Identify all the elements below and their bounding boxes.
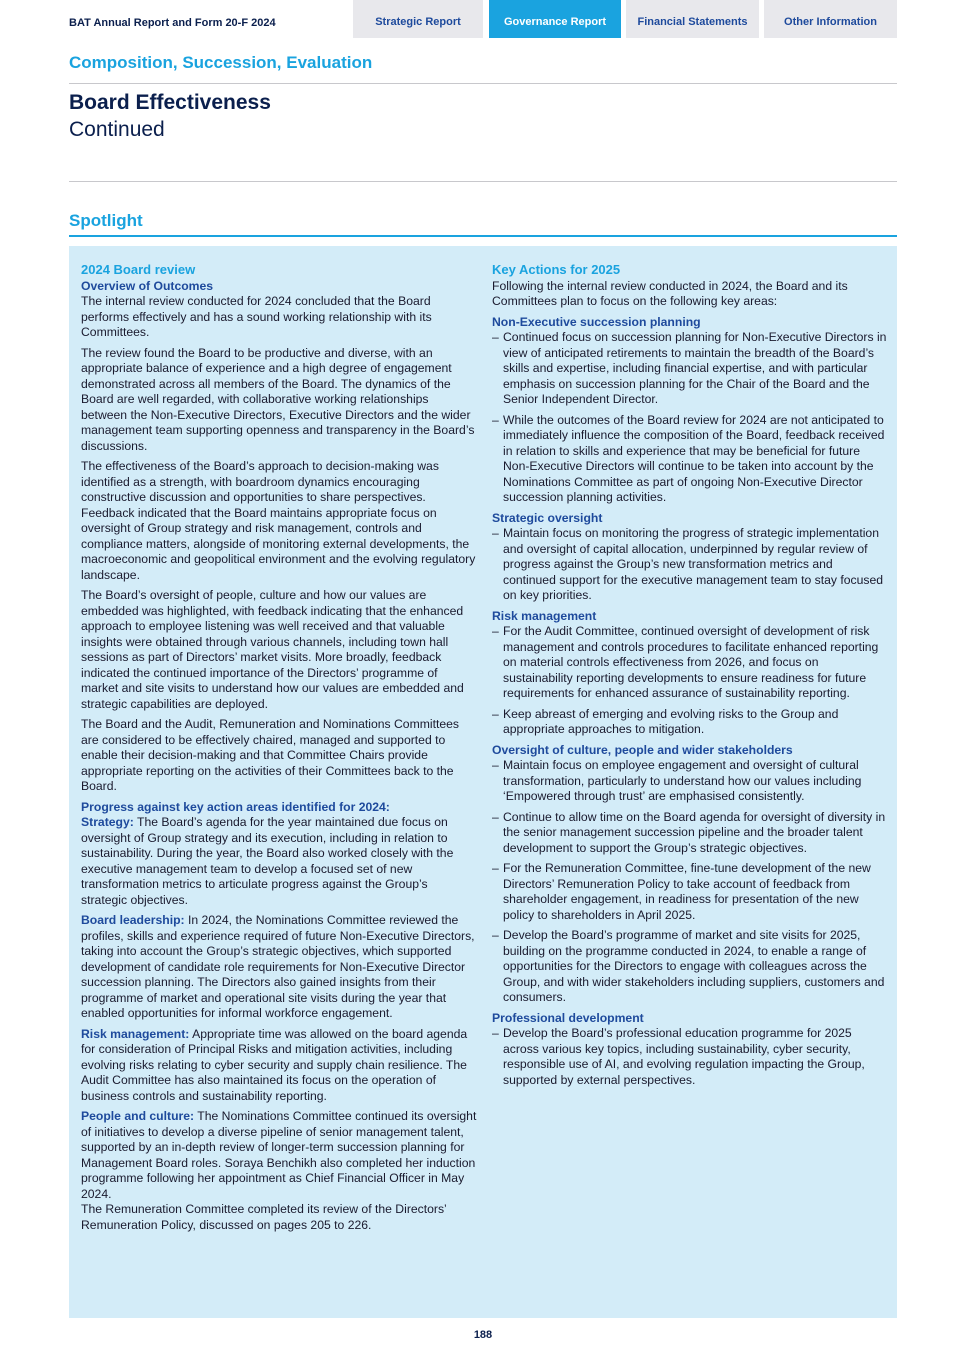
key-actions-heading: Key Actions for 2025 bbox=[492, 262, 621, 277]
paragraph: The Remuneration Committee completed its review of the Directors’ Remuneration Policy, discussed on pages 205 to 226. bbox=[81, 1202, 447, 1232]
divider bbox=[69, 83, 897, 84]
section-heading: Professional development bbox=[492, 1010, 644, 1025]
list-item: – For the Remuneration Committee, fine-tune development of the new Directors’ Remuneration Policy to take account of feedback from shareholder engagement, in readiness for presentation of the new policy to shareholders in April 2025. bbox=[492, 861, 871, 922]
strategy-paragraph bbox=[81, 815, 477, 908]
page-title: Board Effectiveness bbox=[69, 91, 271, 114]
board-review-column bbox=[81, 262, 477, 1238]
overview-heading: Overview of Outcomes bbox=[81, 278, 214, 293]
paragraph: The internal review conducted for 2024 concluded that the Board performs effectively and has a sound working relationship with its Committees. bbox=[81, 294, 432, 339]
tab-strategic-report[interactable]: Strategic Report bbox=[353, 0, 483, 38]
risk-lead: Risk management: bbox=[81, 1026, 190, 1041]
list-item: – Continued focus on succession planning for Non-Executive Directors in view of anticipated retirements to maintain the breadth of the Board’s skills and expertise, including financial expertise, and with particular emphasis on succession planning for the Chair of the Board and the Senior Independent Director. bbox=[492, 330, 887, 406]
paragraph: The Board’s oversight of people, culture and how our values are embedded was highlighted, with feedback indicating that the enhanced approach to employee listening was well received and that valuable insights were obtained through various channels, including town hall sessions as part of Directors’ market visits. More broadly, feedback indicated the continued importance of the Directors’ programme of market and site visits to understand how our values are embedded and strategic capabilities are deployed. bbox=[81, 588, 464, 711]
people-text: The Nominations Committee continued its oversight of initiatives to develop a diverse pipeline of senior management talent, supported by an in-depth review of longer-term succession planning for Management Board roles. Soraya Benchikh also completed her induction programme following her appointment as Chief Financial Officer in May 2024. bbox=[81, 1109, 477, 1201]
list-item: – Maintain focus on employee engagement and oversight of cultural transformation, particularly to understand how our values including ‘Empowered through trust’ are emphasised consistently. bbox=[492, 758, 862, 803]
list-item: – Develop the Board’s professional education programme for 2025 across various key topics, including sustainability, cyber security, responsible use of AI, and evolving regulation impacting the Group, supported by external perspectives. bbox=[492, 1026, 865, 1087]
list-item: – While the outcomes of the Board review for 2024 are not anticipated to immediately influence the composition of the Board, feedback received in relation to skills and experience that may be beneficial for future Non-Executive Directors will continue to be taken into account by the Nominations Committee as part of ongoing Non-Executive Director succession planning activities. bbox=[492, 412, 885, 504]
leadership-paragraph bbox=[81, 913, 477, 1022]
section-heading: Non-Executive succession planning bbox=[492, 314, 701, 329]
strategy-lead: Strategy: bbox=[81, 815, 134, 829]
progress-heading: Progress against key action areas identified for 2024: bbox=[81, 799, 390, 814]
key-actions-column bbox=[492, 262, 888, 1093]
list-item: – Develop the Board’s programme of market and site visits for 2025, building on the programme conducted in 2024, to enable a range of opportunities for the Directors to engage with colleagues across the Group, and with wider stakeholders including suppliers, customers and consumers. bbox=[492, 928, 885, 1004]
board-review-heading: 2024 Board review bbox=[81, 262, 196, 277]
leadership-text: In 2024, the Nominations Committee reviewed the profiles, skills and experience required of future Non-Executive Directors, taking into account the Group’s strategic objectives, which supported development of candidate role requirements for Non-Executive Director succession planning. The Directors also gained insights from their programme of market and operational site visits during the year that enabled opportunities for informal workforce engagement. bbox=[81, 913, 475, 1020]
divider bbox=[69, 181, 897, 182]
list-item: – Maintain focus on monitoring the progress of strategic implementation and oversight of capital allocation, underpinned by regular review of progress against the Group’s new transformation metrics and continued support for the executive management team to stay focused on key priorities. bbox=[492, 526, 884, 602]
tab-governance-report[interactable]: Governance Report bbox=[489, 0, 621, 38]
report-title: BAT Annual Report and Form 20-F 2024 bbox=[69, 17, 276, 29]
section-heading: Strategic oversight bbox=[492, 510, 603, 525]
section-title: Composition, Succession, Evaluation bbox=[69, 53, 373, 72]
top-navigation bbox=[0, 0, 966, 38]
spotlight-title: Spotlight bbox=[69, 211, 143, 230]
leadership-lead: Board leadership: bbox=[81, 913, 185, 927]
tab-financial-statements[interactable]: Financial Statements bbox=[626, 0, 759, 38]
section-heading: Oversight of culture, people and wider stakeholders bbox=[492, 742, 793, 757]
spotlight-rule bbox=[69, 235, 897, 237]
risk-paragraph bbox=[81, 1027, 477, 1105]
people-lead: People and culture: bbox=[81, 1109, 195, 1123]
paragraph: The review found the Board to be productive and diverse, with an appropriate balance of experience and a high degree of engagement demonstrated across all members of the Board. The dynamics of the Board are well regarded, with collaborative working relationships between the Non-Executive Directors, Executive Directors and the wider management team supporting openness and transparency in the Board’s discussions. bbox=[81, 345, 475, 453]
key-actions-intro: Following the internal review conducted in 2024, the Board and its Committees plan to focus on the following key areas: bbox=[492, 278, 848, 308]
paragraph: The effectiveness of the Board’s approach to decision-making was identified as a strength, with boardroom dynamics encouraging constructive discussion and opportunities to share perspectives. Feedback indicated that the Board maintains appropriate focus on oversight of Group strategy and risk management, controls and compliance matters, alongside of monitoring external developments, the macroeconomic and geopolitical environment and the evolving regulatory landscape. bbox=[81, 459, 476, 582]
tab-other-information[interactable]: Other Information bbox=[764, 0, 897, 38]
list-item: – For the Audit Committee, continued oversight of development of risk management and controls procedures to facilitate enhanced reporting on material controls effectiveness from 2026, and focus on sustainability reporting developments to ensure readiness for future requirements for enhanced assurance of sustainability reporting. bbox=[492, 624, 879, 700]
risk-text: Appropriate time was allowed on the board agenda for consideration of Principal Risks and mitigation activities, including evolving risks relating to cyber security and supply chain resilience. The Audit Committee has also maintained its focus on the operation of business controls and sustainability reporting. bbox=[81, 1026, 468, 1103]
paragraph: The Board and the Audit, Remuneration and Nominations Committees are considered to be effectively chaired, managed and supported to enable their decision-making and that Committee Chairs provide appropriate reporting on the activities of their Committees back to the Board. bbox=[81, 717, 460, 793]
page-number: 188 bbox=[473, 1329, 493, 1341]
list-item: – Continue to allow time on the Board agenda for oversight of diversity in the senior management succession pipeline and the broader talent development to support the Group’s strategic objectives. bbox=[492, 809, 886, 855]
page-subtitle: Continued bbox=[69, 118, 165, 141]
strategy-text: The Board’s agenda for the year maintained due focus on oversight of Group strategy and its execution, including in relation to sustainability. During the year, the Board also worked closely with the executive management team to develop a focused set of new transformation metrics to articulate progress against the Group’s strategic objectives. bbox=[81, 815, 454, 907]
list-item: – Keep abreast of emerging and evolving risks to the Group and appropriate approaches to mitigation. bbox=[492, 706, 839, 736]
people-paragraph bbox=[81, 1109, 477, 1202]
section-heading: Risk management bbox=[492, 608, 597, 623]
